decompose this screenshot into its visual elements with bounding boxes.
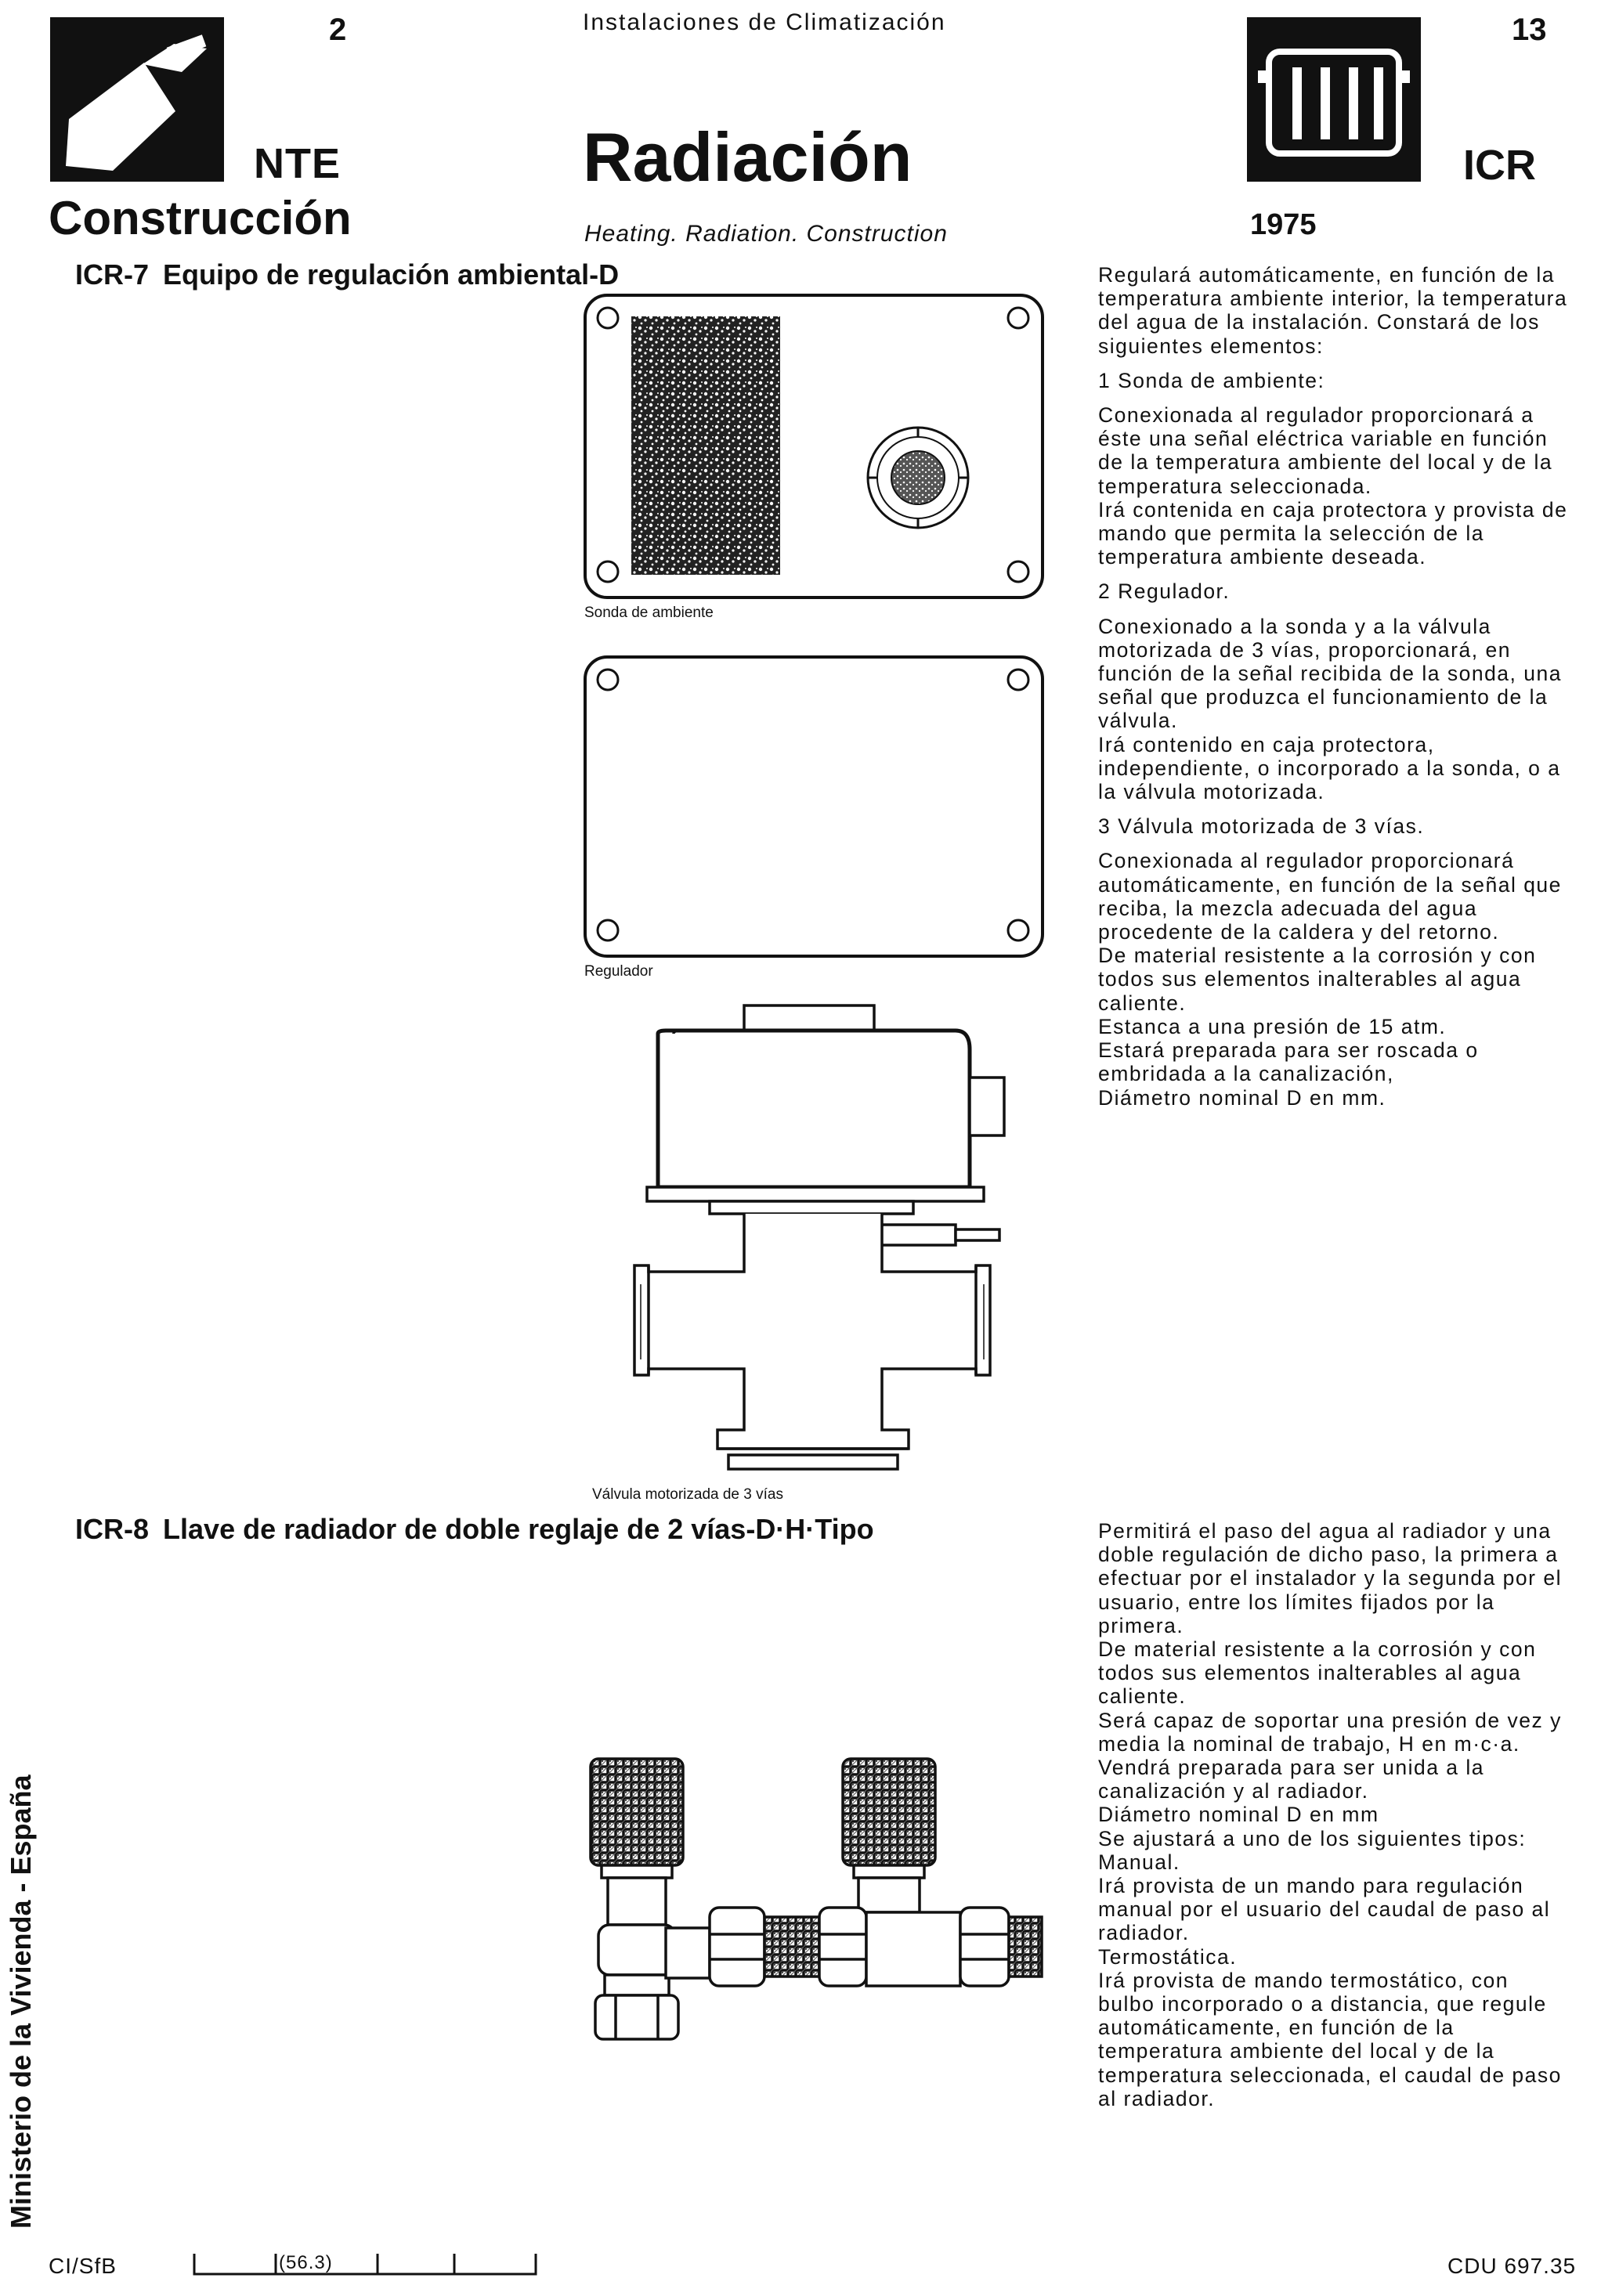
regulator-drawing — [583, 655, 1045, 958]
regulator-caption: Regulador — [584, 963, 653, 980]
icr8-paragraph: Será capaz de soportar una presión de vez y media la nominal de trabajo, H en m·c·a. — [1098, 1708, 1562, 1756]
cdu-code: CDU 697.35 — [1447, 2254, 1577, 2278]
icr8-paragraph: Irá provista de un mando para regulación manual por el usuario del caudal de paso al radiador. — [1098, 1874, 1551, 1945]
classification-boxes — [191, 2247, 544, 2279]
cisfb-label: CI/SfB — [49, 2254, 117, 2278]
radiator-logo — [1247, 17, 1421, 182]
icr7-paragraph: Irá contenida en caja protectora y provista de mando que permita la selección de la temperatura ambiente deseada. — [1098, 497, 1568, 569]
probe-drawing — [583, 293, 1045, 600]
icr7-paragraph: Conexionada al regulador proporcionará a éste una señal eléctrica variable en función de la temperatura ambiente del local y de la temperatura seleccionada. — [1098, 403, 1553, 498]
icr7-paragraph: Diámetro nominal D en mm. — [1098, 1085, 1386, 1110]
right-page-number: 13 — [1512, 13, 1547, 47]
icr7-item-heading: 3 Válvula motorizada de 3 vías. — [1098, 814, 1425, 839]
icr7-paragraph: Conexionada al regulador proporcionará automáticamente, en función de la señal que reciba, la mezcla adecuada del agua procedente de la caldera y del retorno. — [1098, 849, 1562, 944]
icr7-item-heading: 2 Regulador. — [1098, 579, 1231, 604]
valve-drawing — [595, 1002, 1050, 1472]
nte-logo — [50, 17, 224, 182]
icr8-paragraph: Permitirá el paso del agua al radiador y una doble regulación de dicho paso, la primera a efectuar por el instalador y la segunda por el usuario, entre los límites fijados por la primera. — [1098, 1519, 1562, 1637]
icr8-paragraph: Diámetro nominal D en mm — [1098, 1803, 1379, 1827]
section-icr7-title — [75, 258, 619, 291]
section-icr8-text — [1098, 1519, 1568, 2110]
series-title: Instalaciones de Climatización — [583, 9, 946, 35]
left-page-number: 2 — [329, 13, 347, 47]
icr7-paragraph: Regulará automáticamente, en función de la temperatura ambiente interior, la temperatura del agua de la instalación. Constará de los siguientes elementos: — [1098, 263, 1568, 358]
probe-caption: Sonda de ambiente — [584, 605, 714, 621]
section-icr8-number: ICR-8 — [75, 1513, 150, 1545]
brand-long: Construcción — [49, 192, 352, 244]
icr8-type-heading: Termostática. — [1098, 1944, 1238, 1969]
icr7-paragraph: Estanca a una presión de 15 atm. — [1098, 1014, 1447, 1038]
page-title: Radiación — [583, 118, 913, 196]
classification-code: (56.3) — [279, 2252, 333, 2273]
icr7-paragraph: Estará preparada para ser roscada o embridada a la canalización, — [1098, 1038, 1479, 1086]
brand-short: NTE — [254, 140, 341, 187]
section-icr8-name: Llave de radiador de doble reglaje de 2 vías-D·H·Tipo — [163, 1513, 874, 1545]
icr8-paragraph: Vendrá preparada para ser unida a la canalización y al radiador. — [1098, 1756, 1485, 1803]
ministry-side-label: Ministerio de la Vivienda - España — [5, 1774, 37, 2229]
icr7-item-heading: 1 Sonda de ambiente: — [1098, 368, 1325, 392]
icr8-type-heading: Manual. — [1098, 1850, 1180, 1874]
icr8-paragraph: Irá provista de mando termostático, con bulbo incorporado o a distancia, que regule automáticamente, en función de la temperatura ambiente del local y de la temperatura seleccionada, el caudal de paso al radiador. — [1098, 1968, 1562, 2110]
radiator-key-drawing — [584, 1751, 1046, 2056]
icr8-paragraph: De material resistente a la corrosión y con todos sus elementos inalterables al agua caliente. — [1098, 1637, 1537, 1709]
icr8-paragraph: Se ajustará a uno de los siguientes tipos: — [1098, 1826, 1527, 1850]
valve-caption: Válvula motorizada de 3 vías — [592, 1486, 783, 1503]
icr7-paragraph: De material resistente a la corrosión y con todos sus elementos inalterables al agua caliente. — [1098, 944, 1537, 1015]
section-icr7-text — [1098, 263, 1568, 1110]
page-subtitle: Heating. Radiation. Construction — [584, 221, 948, 247]
section-icr8-title — [75, 1513, 874, 1546]
publication-year: 1975 — [1250, 208, 1317, 241]
icr7-paragraph: Irá contenido en caja protectora, independiente, o incorporado a la sonda, o a la válvula motorizada. — [1098, 732, 1561, 804]
document-code: ICR — [1463, 142, 1536, 189]
section-icr7-name: Equipo de regulación ambiental-D — [163, 258, 620, 291]
section-icr7-number: ICR-7 — [75, 258, 150, 291]
icr7-paragraph: Conexionado a la sonda y a la válvula motorizada de 3 vías, proporcionará, en función de la señal recibida de la sonda, una señal que produzca el funcionamiento de la válvula. — [1098, 614, 1562, 733]
